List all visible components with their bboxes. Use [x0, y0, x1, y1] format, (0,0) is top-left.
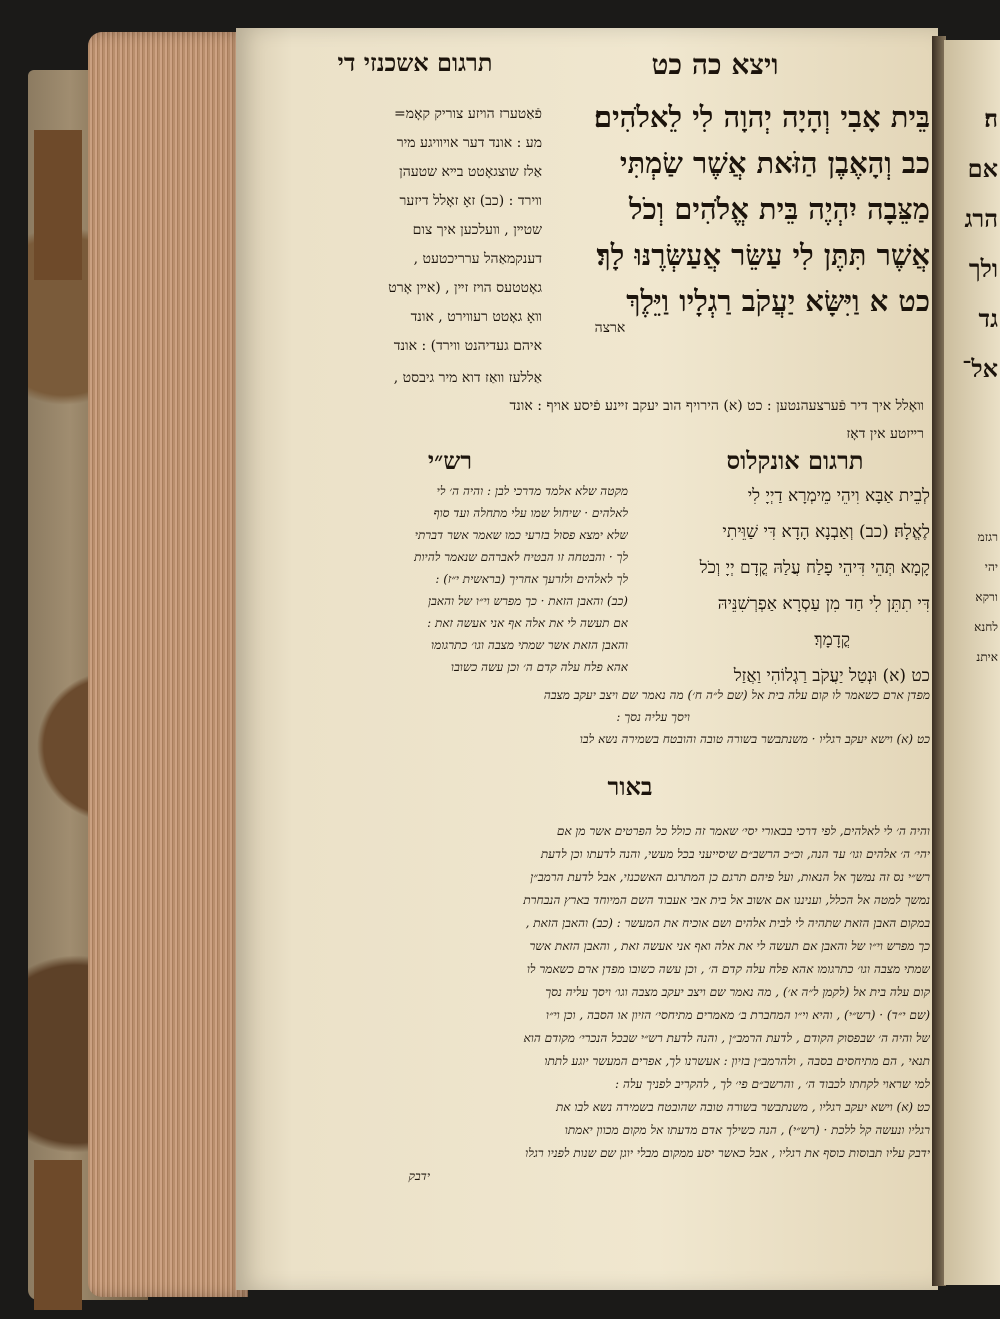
facing-page-small-line: לחנא: [974, 620, 998, 634]
rashi-line: והאבן הזאת אשר שמתי מצבה וגו׳ כתרגומו: [431, 638, 628, 652]
biur-line: רגליו ונעשה קל ללכת · (רש״י) , הנה כשילך אדם מדעתו אל מקום מכוון יאמתו: [564, 1123, 930, 1137]
biur-line: שמתי מצבה וגו׳ כתרגומו אהא פלח עלה קדם ה׳ , וכן עשה כשובו מפדן ארם כשאמר לו: [526, 962, 930, 976]
verse-line: מַצֵּבָה יִהְיֶה בֵּית אֱלֹהִים וְכֹל: [629, 192, 930, 226]
yiddish-line: װירד : (כב) זאָ זאָלל דיזער: [399, 193, 542, 209]
onkelos-column: [630, 478, 930, 694]
biur-line: כך מפרש וי״ו של והאבן אם תעשה לי את אלה ואף אני אעשה זאת , והאבן הזאת אשר: [529, 939, 930, 953]
rashi-line: מקטה שלא אלמד מדרכי לבן : והיה ה׳ לי: [436, 484, 628, 498]
yiddish-wide-line: װאָלל איך דיר פֿערצעהנטען : כט (א) הירויף הוב יעקב זײנע פֿיסע אויף : אונד: [509, 398, 924, 414]
onkelos-line: לֶאֱלָהּ׃ (כב) וְאַבְנָא הָדָא דִּי שַׁוֵּיתִי: [722, 522, 930, 542]
facing-page-small-line: יהי: [984, 560, 998, 574]
verse-word-hint: ארצה: [594, 320, 626, 336]
biur-line: יהי׳ ה׳ אלהים וגו׳ עד הנה, וכ״כ הרשב״ם שיסייעני בכל מעשי, והנה לדעתו וכן לדעת: [540, 847, 930, 861]
biur-line: תנאי , הם מתיחסים בסבה , ולהרמב״ן בזיון : אעשרנו לך, אפרים המעשר יוגע לתתו: [544, 1054, 930, 1068]
yiddish-wide-line: רײזטע אין דאָז: [846, 426, 924, 442]
yiddish-translation-column: [304, 100, 542, 361]
rashi-line: שלא ימצא פסול בזרעי כמו שאמר אשר דברתי: [414, 528, 628, 542]
rashi-line: לאלהים · שיחול שמו עלי מתחלה ועד סוף: [433, 506, 628, 520]
biur-line: ידבק עליו תבוסות כוסף את רגליו , אבל כאשר יסע ממקום מבלי יוגן שם שנות לפניו רגלו: [525, 1146, 930, 1160]
running-header-left: תרגום אשכנזי די: [337, 48, 493, 77]
binding-corner-top: [34, 130, 82, 280]
yiddish-line: אַלז שוצגאָטט בײא שטעהן: [399, 164, 542, 180]
biur-line: כט (א) וישא יעקב רגליו , משנתבשר בשורה טובה שהובטח בשמירה נשא לבו את: [555, 1100, 930, 1114]
biur-line: (שם י״ד) · (רש״י) , והיא וי״ו המחברת ב׳ מאמרים מתיחסי׳ הזיון או הסבה , וכן וי״ו: [545, 1008, 930, 1022]
onkelos-line: דִּי תִתֵּן לִי חַד מִן עַסְרָא אַפְרְשִׁנֵּיהּ: [717, 594, 930, 614]
biur-line: נמשך למטה אל הכלל, ועניננו אם אשוב אל בית אבי אעבוד השם המיוחד בארץ הנבחרת: [523, 893, 930, 907]
binding-corner-bottom: [34, 1160, 82, 1310]
rashi-line: אהא פלח עלה קדם ה׳ וכן עשה כשובו: [450, 660, 628, 674]
biur-line: של והיה ה׳ שבפסוק הקודם , לדעת הרמב״ן , והנה לדעת רש״י שבכל הנכרי׳ מקודם הוא: [523, 1031, 930, 1045]
verse-line: כב וְהָאֶבֶן הַזֹּאת אֲשֶׁר שַׂמְתִּי: [619, 146, 930, 180]
facing-page-line: ולך: [968, 254, 998, 283]
facing-page-line: ה׃: [984, 104, 998, 133]
facing-page-line: אם: [967, 154, 998, 183]
facing-page-line: גד: [978, 304, 998, 333]
rashi-line: לך לאלהים ולזרעך אחריך (בראשית י״ז) :: [435, 572, 628, 586]
yiddish-line: איהם געדיהנט װירד) : אונד: [393, 338, 542, 354]
yiddish-line: שטײן , װעלכען איך צום: [412, 222, 542, 238]
yiddish-line: דענקמאַהל ערריכטעט ,: [413, 251, 542, 267]
yiddish-line: פֿאַטערז הױזע צוריק קאָמ=: [394, 106, 542, 122]
yiddish-line: אַללעז װאַז דוא מיר גיבסט ,: [393, 370, 542, 386]
yiddish-wide-lines: [304, 364, 924, 448]
rashi-line: אם תעשה לי את אלה אף אני אעשה זאת :: [427, 616, 628, 630]
rashi-continuation: [306, 684, 930, 750]
verse-line: כט א וַיִּשָּׂא יַעֲקֹב רַגְלָיו וַיֵּלֶךְ: [626, 284, 930, 318]
yiddish-line: מע : אונד דער אױװיגע מיר: [396, 135, 542, 151]
rashi-line: (כב) והאבן הזאת · כך מפרש וי״ו של והאבן: [427, 594, 628, 608]
biur-commentary: [304, 820, 930, 1188]
rashi-line: לך · והבטחה זו הבטיח לאברהם שנאמר להיות: [414, 550, 628, 564]
rashi-title: רש״י: [427, 446, 473, 475]
facing-page-small-line: רגזמ: [977, 530, 998, 544]
biur-line: למי שראוי לקחתו לכבוד ה׳ , והרשב״ם פי׳ לך , להקריב לפניך עלה :: [615, 1077, 930, 1091]
biur-line: במקום האבן הזאת שתהיה לי לבית אלהים ושם אוכיח את המעשר : (כב) והאבן הזאת ,: [525, 916, 930, 930]
rashi-line: כט (א) וישא יעקב רגליו · משנתבשר בשורה טובה והובטח בשמירה נשא לבו: [579, 732, 930, 746]
page-edges: [88, 32, 248, 1297]
facing-page: [944, 40, 1000, 1285]
facing-page-small-line: ורקא: [975, 590, 998, 604]
yiddish-line: װאָ גאָטט רעװירט , אונד: [410, 309, 542, 325]
rashi-column: [306, 480, 628, 678]
yiddish-line: גאָטטעס הױז זײן , (אײן אָרט: [388, 280, 542, 296]
running-header-right: ויצא כה כט: [651, 48, 779, 81]
biur-line: רש״י נס זה נמשך אל הנאות, ועל פיהם תרגם כן המתרגם האשכנזי, אבל לדעת הרמב״ן: [530, 870, 930, 884]
facing-page-line: אל־: [962, 354, 998, 383]
biur-line: קום עלה בית אל (לקמן ל״ה א׳) , מה נאמר שם ויצב יעקב מצבה וגו׳ ויסך עליה נסך: [545, 985, 930, 999]
onkelos-line: כט (א) וּנְטַל יַעֲקֹב רַגְלוֹהִי וַאֲזַל: [733, 666, 930, 686]
onkelos-line: קָמָא תְּהֵי דִּיהֵי פָלַח עֲלַהּ קֳדָם יְיָ וְכֹל: [699, 558, 930, 578]
onkelos-title: תרגום אונקלוס: [726, 446, 864, 475]
torah-verse-block: [540, 94, 930, 324]
verse-line: בֵּית אָבִי וְהָיָה יְהוָה לִי לֵאלֹהִים׃: [593, 100, 930, 134]
rashi-line: מפדן ארם כשאמר לו קום עלה בית אל (שם ל״ה ח׳) מה נאמר שם ויצב יעקב מצבה: [543, 688, 930, 702]
verse-line: אֲשֶׁר תִּתֶּן לִי עַשֵּׂר אֲעַשְּׂרֶנּוּ לָךְ׃: [596, 238, 930, 272]
facing-page-small-line: איתנ: [976, 650, 998, 664]
biur-line: ידבק: [408, 1169, 430, 1183]
onkelos-line: לְבֵית אַבָּא וִיהֵי מֵימְרָא דַיְיָ לִי: [747, 486, 930, 506]
biur-title: באור: [607, 772, 653, 801]
facing-page-line: הרג: [964, 204, 998, 233]
biur-line: והיה ה׳ לי לאלהים, לפי דרכי בבאורי יסי׳ שאמר זה כולל כל הפרטים אשר מן אם: [556, 824, 930, 838]
rashi-line: ויסך עליה נסך :: [616, 710, 690, 724]
onkelos-line: קֳדָמָךְ׃: [814, 630, 850, 650]
